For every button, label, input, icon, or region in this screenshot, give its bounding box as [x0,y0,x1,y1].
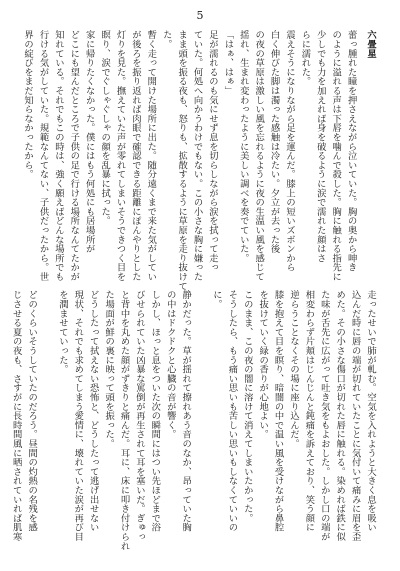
text-line: 瞑り、涙でぐしゃぐしゃの顔を乱暴に拭った。 [99,30,111,226]
blank-line [193,290,208,542]
text-line: を潤ませていった。 [56,290,68,374]
text-line: このまま、この夜の闇に溶けて消えてしまいたかった。 [241,290,253,523]
text-line: そうしたら、もう痛い思いも苦しい思いもしなくていいの [226,290,238,532]
text-line: と背中を丸めた顔がずきりと痛んだ。耳に、床に叩き付けられ [118,290,130,551]
text-line: 灯りを見た。撫えていた声が零れてしまいそうできつく目を [114,30,126,282]
text-line: 「はぁ、はぁ」 [222,30,234,96]
text-line: の中はドクドクと心臓の音が響く。 [164,290,176,439]
text-line: 膝を抱えて目を瞑り、暗闇の中で温い風を受けながら鼻腔 [272,290,284,532]
text-line: 相変わらず片頬はじんじんと鈍痛を訴えており、笑う顔に [303,290,315,532]
text-line: 知れている。それでもこの時は、強く願えばどんな場所でも [52,30,64,282]
text-line: 現状、それでも求めてしまう愛情に、壊れていた涙が再び目 [72,290,84,542]
text-line: 白く伸びた脚は濁った感触は冷たい。夕立が去った後 [268,30,280,254]
text-line: 蕾っ腫れた瞳を押さえながら泣いていた。胸の奥から呻き [345,30,357,272]
text-line: 家に帰りたくなかった。僕にはもう何処にも居場所が [83,30,95,254]
chapter-title: 六畳星 [365,30,376,58]
text-line: 込んだ時に唇の端が切れていたことに気付いて痛みに眉を歪 [349,290,361,542]
text-line: しかし、ほっと息をついた次の瞬間にはつい先ほどまで浴 [149,290,161,532]
text-line: を抜けていく緑の香りが心地よい。 [257,290,269,439]
top-text-block [22,30,378,291]
text-line: びせられていた凶暴な罵倒が再生されて耳を塞いだ。ぎゅっ [133,290,145,542]
page-number: 5 [196,9,204,22]
text-line: 逆らうことなくその場に座り込んだ。 [287,290,299,449]
text-line: 足が濡れるのも気にせず息を切らしながら涙を拭って走っ [206,30,218,272]
text-line: の夜の草原は激しい風を忘れるように夜の生温い風を感じて [253,30,265,282]
text-line: ていた。何処へ向かうわけでもない。この小さな胸に嫌った [191,30,203,282]
text-line: 走ったせいで肺が軋む。空気を入れようと大きく息を吸い [365,290,376,532]
text-line: に。 [210,290,222,309]
bottom-text-block [10,290,378,551]
text-line: らに濡れた。 [299,30,311,86]
text-line: めた。その小さな傷口が切れた唇に触れる。染めれば鉄に似 [334,290,346,542]
text-line: 静かだった。草が揺れて擦れあう音のなか、昂っていた胸 [180,290,192,532]
text-line: どうしたって拭えない恐怖と、どうしたって逃げ出せない [87,290,99,532]
text-line: 揺れ、生まれ変わったように美しい調べを奏でていた。 [237,30,249,263]
text-line: まま頭を振る夜も、怒りも、拡散するように草原を走り抜けて [176,30,188,291]
text-line: た場面が鮮の裏に映って頭を振った。 [103,290,115,449]
text-line: た。 [160,30,172,49]
text-line: 暫く走って開けた場所に出た。随分遠くまで来た気がしてい [145,30,157,282]
text-line: 行ける気がしていた。規範なんてない、子供だったから。世 [37,30,49,282]
blank-line [39,290,54,542]
text-line: 震えそうになりながら足を運んだ。膝上の短いズボンから [283,30,295,272]
text-line: た味が舌先に広がって吐き気をもよおした。しかし口の端が [318,290,330,542]
text-line: じさせる夏の夜も、さすがに長時間風に晒されていれば肌寒 [10,290,22,542]
text-line: が後ろを振り返れば肉眼で確認できる距離にぽんやりとした [129,30,141,282]
text-line: 界の綻びをまだ知らなかったから。 [22,30,34,179]
text-line: のように溢れる声は下唇を噛んで殺した。胸に触れる指先に [330,30,342,282]
text-line: どこにも望んだところで子供の足で行ける場所なんてたかが [68,30,80,282]
text-line: 少しでも力を加えれば身を破るように涙で濡れた顔はさ [314,30,326,263]
text-line: どのくらいそうしていたのだろう。昼間の灼熱の名残を感 [26,290,38,532]
